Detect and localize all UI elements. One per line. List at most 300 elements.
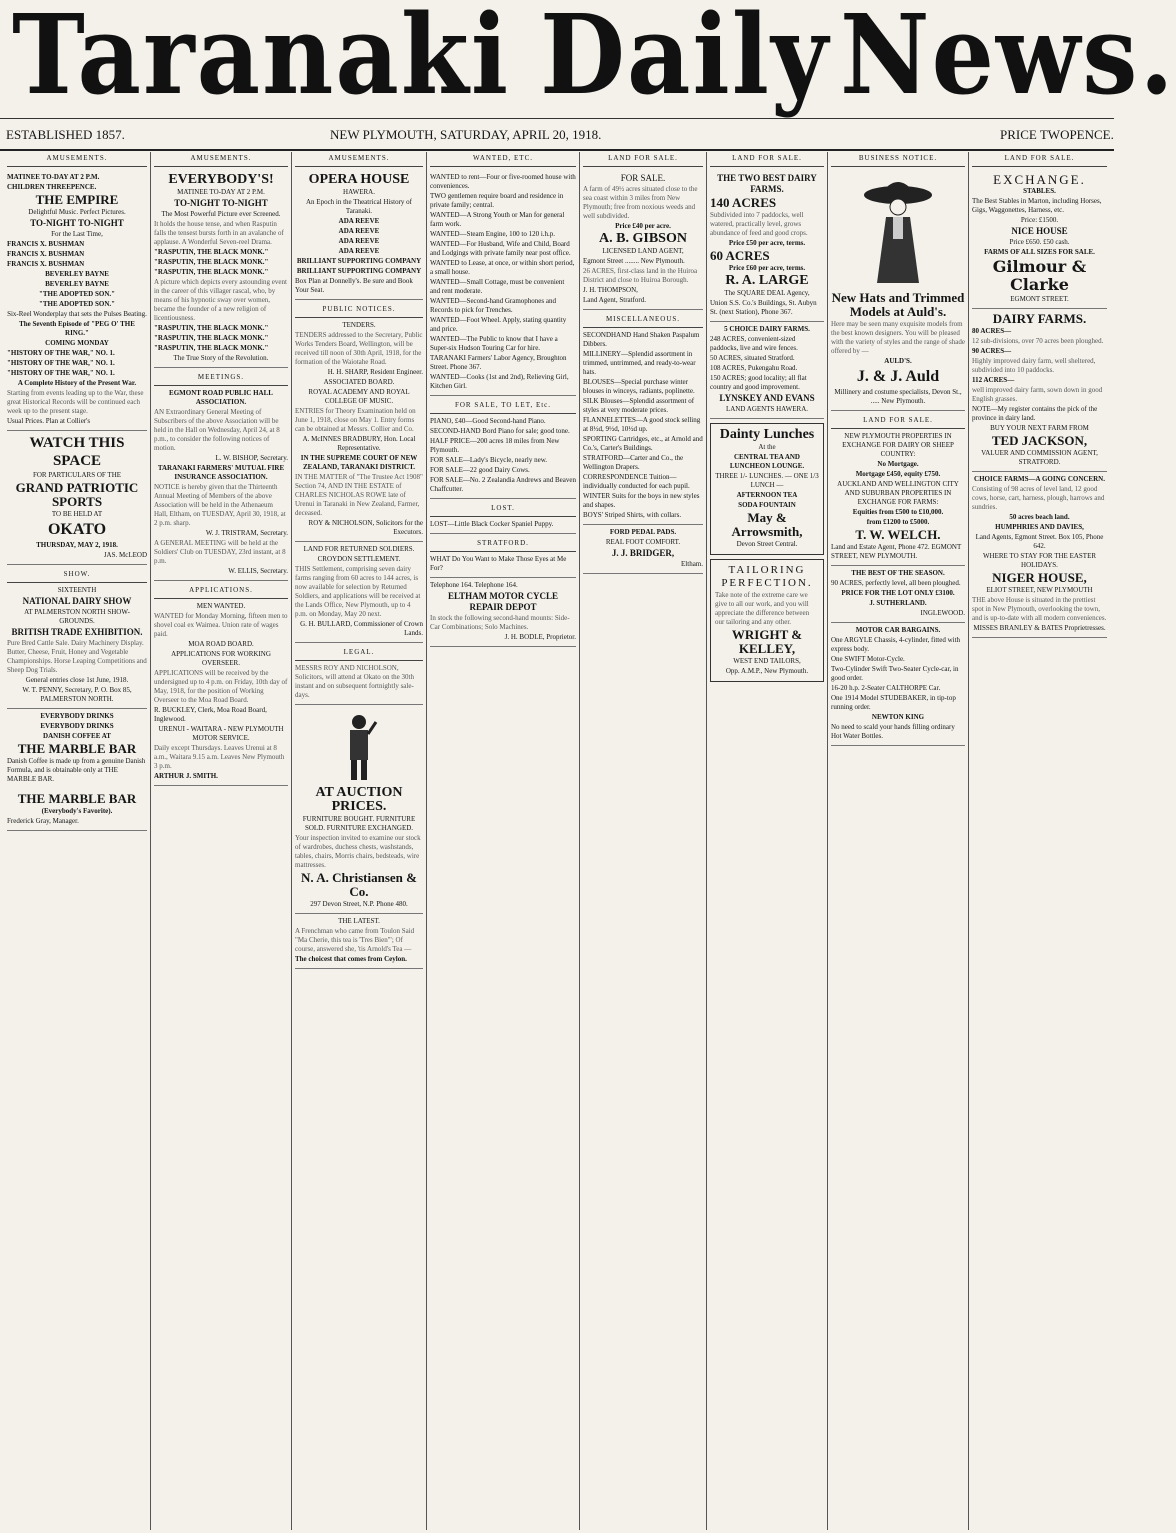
section-heading: LEGAL. <box>295 646 423 661</box>
ad-line: BRILLIANT SUPPORTING COMPANY <box>296 267 422 275</box>
ad-title: THE MARBLE BAR <box>17 741 137 756</box>
column-amusements-2 <box>150 152 291 1530</box>
column-business <box>827 152 968 1530</box>
listing: WANTED—Small Cottage, must be convenient and rent moderate. <box>430 278 565 295</box>
listing: 150 ACRES; good locality; all flat country and good improvement. <box>710 374 807 391</box>
ad-line: FRANCIS X. BUSHMAN <box>7 250 85 258</box>
listing: SILK Blouses—Splendid assortment of styles at very moderate prices. <box>583 397 695 414</box>
bridger-advert <box>583 525 703 574</box>
ad-title: 5 CHOICE DAIRY FARMS. <box>724 325 810 333</box>
columns <box>4 152 1110 1530</box>
ad-line: STABLES. <box>1023 187 1056 195</box>
ad-title: 60 ACRES <box>710 248 770 263</box>
dairy-show-advert <box>7 565 147 709</box>
ad-line: The Seventh Episode of "PEG O' THE RING." <box>19 320 135 337</box>
ad-line: Mortgage £450, equity £750. <box>855 470 941 478</box>
notice-title: IN THE SUPREME COURT OF NEW ZEALAND, TARANAKI DISTRICT. <box>300 454 418 471</box>
ad-line: At the <box>758 443 776 451</box>
ad-body: THE above House is situated in the prettiest spot in New Plymouth, overlooking the town, and is up-to-date with all modern conveniences. <box>972 596 1107 622</box>
ted-jackson-advert <box>972 309 1107 472</box>
ad-title: J. SUTHERLAND. <box>869 599 927 607</box>
ad-line: The choicest that comes from Ceylon. <box>295 955 407 963</box>
ad-title: THE BEST OF THE SEASON. <box>851 569 945 577</box>
notice-body: MESSRS ROY AND NICHOLSON, Solicitors, will attend at Okato on the 30th instant and on subsequent fortnightly sale-days. <box>295 664 414 699</box>
ad-line: 90 ACRES— <box>972 347 1012 355</box>
ad-line: DANISH COFFEE AT <box>43 732 111 740</box>
ad-title: EXCHANGE. <box>993 172 1086 187</box>
listing: 16-20 h.p. 2-Seater CALTHORPE Car. <box>831 684 941 692</box>
ad-line: NOTE—My register contains the pick of the province in dairy land. <box>972 405 1098 422</box>
ad-line: WHERE TO STAY FOR THE EASTER HOLIDAYS. <box>982 552 1097 569</box>
auctioneer-illustration <box>340 712 378 782</box>
established-line: ESTABLISHED 1857. <box>6 127 125 142</box>
ad-body: A picture which depicts every astounding event in the career of this villager rascal, who, by means of his hypnotic sway over women, became the founder of a new religion of licentiousness. <box>154 278 287 322</box>
ad-body: Starting from events leading up to the War, these great Historical Records will be continued each week up to the present stage. <box>7 389 144 415</box>
ad-line: SODA FOUNTAIN <box>738 501 796 509</box>
ad-body: A farm of 49½ acres situated close to the sea coast within 3 miles from New Plymouth; free from noxious weeds and well subdivided. <box>583 185 698 220</box>
listing: Two-Cylinder Swift Two-Seater Cycle-car, in good order. <box>831 665 959 682</box>
section-heading: LAND FOR SALE. <box>831 414 965 429</box>
stratford-section <box>430 534 576 578</box>
listing: WANTED—Steam Engine, 100 to 120 i.h.p. <box>430 230 556 238</box>
lady-in-hat-illustration <box>853 177 943 287</box>
auld-millinery-advert <box>831 170 965 411</box>
listing: WANTED—A Strong Youth or Man for general farm work. <box>430 211 565 228</box>
ad-title: May & Arrowsmith, <box>731 510 803 539</box>
notice-title: ROYAL ACADEMY AND ROYAL COLLEGE OF MUSIC. <box>308 388 410 405</box>
ad-line: BEVERLEY BAYNE <box>45 270 109 278</box>
ad-title: THE LATEST. <box>338 917 380 925</box>
section-heading: SHOW. <box>7 568 147 583</box>
ad-line: HAWERA. <box>343 188 375 196</box>
listing: WANTED—For Husband, Wife and Child, Board and Lodgings with private family near post office. <box>430 240 571 257</box>
column-land-3 <box>968 152 1110 1530</box>
notice-signature: A. McINNES BRADBURY, Hon. Local Representative. <box>302 435 416 452</box>
ad-line: BEVERLEY BAYNE <box>45 280 109 288</box>
listing: WANTED to rent—Four or five-roomed house with conveniences. <box>430 173 576 190</box>
ad-line: "RASPUTIN, THE BLACK MONK." <box>154 258 269 266</box>
ad-line: The Most Powerful Picture ever Screened. <box>161 210 281 218</box>
ad-title: T. W. WELCH. <box>855 527 941 542</box>
notice-signature: W. ELLIS, Secretary. <box>228 567 288 575</box>
ad-line: "RASPUTIN, THE BLACK MONK." <box>154 344 269 352</box>
listing: SPORTING Cartridges, etc., at Arnold and Co.'s, Carter's Buildings. <box>583 435 703 452</box>
masthead <box>0 0 1176 120</box>
listing: 108 ACRES, Pukengahu Road. <box>710 364 798 372</box>
notice-body: A GENERAL MEETING will be held at the Soldiers' Club on TUESDAY, 23rd instant, at 8 p.m. <box>154 539 286 565</box>
ad-line: Devon Street Central. <box>736 540 798 548</box>
ad-title: Gilmour & Clarke <box>992 257 1087 294</box>
ad-body: It holds the house tense, and when Rasputin falls the tensest bursts forth in an avalanche of applause. A Wonderful Seven-reel Drama. <box>154 220 284 246</box>
notice-signature: H. H. SHARP, Resident Engineer. <box>327 368 423 376</box>
listing: SECONDHAND Hand Shaken Paspalum Dibbers. <box>583 331 700 348</box>
okato-sports-advert <box>7 431 147 565</box>
ad-title: MOTOR CAR BARGAINS. <box>855 626 941 634</box>
ad-line: FOR PARTICULARS OF THE <box>32 471 122 479</box>
listing: FOR SALE—Lady's Bicycle, nearly new. <box>430 456 548 464</box>
listing: WINTER Suits for the boys in new styles and shapes. <box>583 492 700 509</box>
notice-body: ENTRIES for Theory Examination held on June 1, 1918, close on May 1. Entry forms can be obtained at Messrs. Collier and Co. <box>295 407 416 433</box>
section-heading: AMUSEMENTS. <box>7 152 147 167</box>
ad-line: Price £650. £50 cash. <box>1009 238 1070 246</box>
ad-title: NATIONAL DAIRY SHOW <box>22 596 132 606</box>
listing: FOR SALE—22 good Dairy Cows. <box>430 466 530 474</box>
listing: WANTED—Second-hand Gramophones and Records to pick for Trenches. <box>430 297 556 314</box>
ad-title: A. B. GIBSON <box>599 231 687 246</box>
humphries-davies-advert <box>972 472 1107 638</box>
ad-title: FOR SALE. <box>620 173 666 183</box>
ad-line: The SQUARE DEAL Agency, <box>724 289 810 297</box>
ad-line: General entries close 1st June, 1918. <box>25 676 129 684</box>
ad-line: For the Last Time, <box>51 230 103 238</box>
listing: WANTED—Foot Wheel. Apply, stating quantity and price. <box>430 316 567 333</box>
section-heading: BUSINESS NOTICE. <box>831 152 965 167</box>
ad-line: 50 acres beach land. <box>1009 513 1070 521</box>
notice-signature: ARTHUR J. SMITH. <box>154 772 218 780</box>
masthead-word-taranaki: Taranaki <box>12 0 511 120</box>
ad-title: FORD PEDAL PADS. <box>609 528 677 536</box>
ad-line: WEST END TAILORS, <box>733 657 801 665</box>
ad-line: FURNITURE BOUGHT. FURNITURE SOLD. FURNITURE EXCHANGED. <box>302 815 416 832</box>
place-date: NEW PLYMOUTH, SATURDAY, APRIL 20, 1918. <box>330 127 602 142</box>
listing: No need to scald your hands filling ordinary Hot Water Bottles. <box>831 723 955 740</box>
ad-line: 80 ACRES— <box>972 327 1012 335</box>
ad-line: EVERYBODY DRINKS <box>40 722 114 730</box>
ad-line: "HISTORY OF THE WAR," NO. 1. <box>7 359 115 367</box>
column-land-2 <box>706 152 827 1530</box>
ad-line: 112 ACRES— <box>972 376 1015 384</box>
listing: FLANNELETTES—A good stock selling at 8½d, 9½d, 10½d up. <box>583 416 701 433</box>
marble-bar-advert <box>7 709 147 831</box>
listing: HALF PRICE—200 acres 18 miles from New Plymouth. <box>430 437 560 454</box>
listing: 90 ACRES, perfectly level, all been ploughed. <box>831 579 961 587</box>
motor-car-advert <box>831 623 965 746</box>
notice-title: CROYDON SETTLEMENT. <box>317 555 401 563</box>
ad-line: ADA REEVE <box>338 237 380 245</box>
ad-signature: NEWTON KING <box>871 713 925 721</box>
listing: WANTED—Cooks (1st and 2nd), Relieving Girl, Kitchen Girl. <box>430 373 569 390</box>
listing: 50 ACRES, situated Stratford. <box>710 354 795 362</box>
ad-title: TED JACKSON, <box>991 433 1088 448</box>
ad-title: ELTHAM MOTOR CYCLE REPAIR DEPOT <box>447 591 559 612</box>
ad-title: TAILORING PERFECTION. <box>721 564 813 589</box>
ad-line: TO-NIGHT TO-NIGHT <box>174 198 268 208</box>
column-amusements-3 <box>291 152 426 1530</box>
listing: CORRESPONDENCE Tuition—individually conducted for each pupil. <box>583 473 690 490</box>
opera-house-advert <box>295 170 423 300</box>
notice-title: LAND FOR RETURNED SOLDIERS. <box>303 545 415 553</box>
for-sale-listings <box>430 396 576 499</box>
ad-title: R. A. LARGE <box>725 273 809 288</box>
section-heading: LAND FOR SALE. <box>583 152 703 167</box>
ad-line: Price: £1500. <box>1020 216 1059 224</box>
legal-section <box>295 643 423 705</box>
meetings-section <box>154 368 288 581</box>
listing: WANTED to Lease, at once, or within short period, a small house. <box>430 259 575 276</box>
listing: One 1914 Model STUDEBAKER, in tip-top running order. <box>831 694 956 711</box>
ad-line: THREE 1/- LUNCHES. — ONE 1/3 LUNCH — <box>715 472 819 489</box>
notice-title: EGMONT ROAD PUBLIC HALL ASSOCIATION. <box>169 389 273 406</box>
ad-line: AULD'S. <box>884 357 912 365</box>
masthead-word-daily: Daily <box>540 0 830 120</box>
ad-line: CENTRAL TEA AND LUNCHEON LOUNGE. <box>729 453 805 470</box>
ad-line: TO-NIGHT TO-NIGHT <box>30 218 124 228</box>
ad-line: NEW PLYMOUTH PROPERTIES IN EXCHANGE FOR DAIRY OR SHEEP COUNTRY: <box>842 432 954 458</box>
notice-signature: ROY & NICHOLSON, Solicitors for the Executors. <box>308 519 423 536</box>
notice-signature: W. J. TRISTRAM, Secretary. <box>205 529 288 537</box>
dainty-lunches-advert <box>710 423 824 555</box>
ad-line: "RASPUTIN, THE BLACK MONK." <box>154 324 269 332</box>
ad-line: COMING MONDAY <box>45 339 109 347</box>
ad-signature: W. T. PENNY, Secretary, P. O. Box 85, PALMERSTON NORTH. <box>22 686 132 703</box>
ad-line: AT PALMERSTON NORTH SHOW-GROUNDS. <box>24 608 130 625</box>
ad-line: (Everybody's Favorite). <box>41 807 113 815</box>
sutherland-advert <box>831 566 965 623</box>
ad-line: "RASPUTIN, THE BLACK MONK." <box>154 268 269 276</box>
section-heading: LOST. <box>430 502 576 517</box>
listing: BLOUSES—Special purchase winter blouses in winceys, radiants, poplinette. <box>583 378 695 395</box>
miscellaneous-section <box>583 310 703 525</box>
notice-title: URENUI - WAITARA - NEW PLYMOUTH MOTOR SERVICE. <box>158 725 284 742</box>
ad-line: EVERYBODY DRINKS <box>40 712 114 720</box>
ad-title: DAIRY FARMS. <box>992 311 1087 326</box>
ad-title: HUMPHRIES AND DAVIES, <box>995 523 1084 531</box>
dateline <box>0 118 1114 151</box>
ad-line: ADA REEVE <box>338 227 380 235</box>
ad-line: Box Plan at Donnelly's. Be sure and Book Your Seat. <box>295 277 413 294</box>
ad-line: Egmont Street ........ New Plymouth. <box>583 257 685 265</box>
ad-line: Millinery and costume specialists, Devon St., ..... New Plymouth. <box>834 388 962 405</box>
ad-body: Consisting of 98 acres of level land, 12 good cows, horse, cart, harness, plough, harrows and sundries. <box>972 485 1105 511</box>
ad-line: 297 Devon Street, N.P. Phone 480. <box>310 900 408 908</box>
wanted-listings <box>430 170 576 396</box>
ad-line: A Complete History of the Present War. <box>17 379 137 387</box>
ad-body: Your inspection invited to examine our stock of wardrobes, duchess chests, washstands, tables, chairs, Morris chairs, bedsteads, wire mattresses. <box>295 834 421 869</box>
croydon-settlement-notice <box>295 542 423 643</box>
ad-body: A Frenchman who came from Toulon Said "Ma Cherie, this tea is 'Tres Bien'"; Of course, answered she, 'tis Arnold's Tea — <box>295 927 415 953</box>
ad-signature: MISSES BRANLEY & BATES Proprietresses. <box>973 624 1106 632</box>
welch-land-advert <box>831 411 965 566</box>
ad-line: Eltham. <box>681 560 703 568</box>
ad-line: "HISTORY OF THE WAR," NO. 1. <box>7 349 115 357</box>
ad-body: Take note of the extreme care we give to all our work, and you will appreciate the difference between our tailoring and any other. <box>715 591 810 626</box>
ad-line: Opp. A.M.P., New Plymouth. <box>725 667 809 675</box>
listing: BOYS' Striped Shirts, with collars. <box>583 511 682 519</box>
listing: MILLINERY—Splendid assortment in trimmed, untrimmed, and ready-to-wear hats. <box>583 350 696 376</box>
ad-title: 140 ACRES <box>710 195 777 210</box>
price-line: PRICE TWOPENCE. <box>1000 127 1114 142</box>
ad-title: OKATO <box>47 521 107 538</box>
ad-line: LICENSED LAND AGENT, <box>602 247 684 255</box>
ad-title: WATCH THIS SPACE <box>29 435 125 469</box>
section-heading: AMUSEMENTS. <box>154 152 288 167</box>
ad-line: Delightful Music. Perfect Pictures. <box>28 208 126 216</box>
ad-line: TO BE HELD AT <box>51 510 103 518</box>
notice-signature: L. W. BISHOP, Secretary. <box>215 454 288 462</box>
ad-line: "RASPUTIN, THE BLACK MONK." <box>154 334 269 342</box>
notice-title: MOA ROAD BOARD. <box>188 640 254 648</box>
gibson-advert <box>583 170 703 310</box>
ad-title: THE TWO BEST DAIRY FARMS. <box>717 173 817 194</box>
section-heading: LAND FOR SALE. <box>972 152 1107 167</box>
ad-line: Price £50 per acre, terms. <box>728 239 806 247</box>
ad-signature: J. H. BODLE, Proprietor. <box>504 633 576 641</box>
notice-body: APPLICATIONS will be received by the undersigned up to 4 p.m. on Friday, 10th day of May, 1918, for the position of Working Overseer to the Moa Road Board. <box>154 669 288 704</box>
ad-line: EGMONT STREET. <box>1010 295 1069 303</box>
listing: TWO gentlemen require board and residence in private family; central. <box>430 192 564 209</box>
notice-title: TARANAKI FARMERS' MUTUAL FIRE INSURANCE ASSOCIATION. <box>157 464 285 481</box>
notice-title: APPLICATIONS FOR WORKING OVERSEER. <box>171 650 271 667</box>
ad-line: Telephone 164. Telephone 164. <box>430 581 518 589</box>
ad-line: Equities from £500 to £10,000. <box>852 508 944 516</box>
ad-line: Price £40 per acre. <box>615 222 671 230</box>
lost-section <box>430 499 576 534</box>
lynskey-evans-advert <box>710 322 824 419</box>
section-heading: FOR SALE, TO LET, Etc. <box>430 399 576 414</box>
ad-title: THE MARBLE BAR <box>17 791 137 806</box>
notice-body: IN THE MATTER of "The Trustee Act 1908" Section 74, AND IN THE ESTATE of CHARLES NICHOLAS ROWE late of Urenui in Taranaki in New Zealand, Farmer, deceased. <box>295 473 423 517</box>
ad-line: Usual Prices. Plan at Collier's <box>7 417 91 425</box>
public-notices <box>295 300 423 542</box>
notice-title: ASSOCIATED BOARD. <box>323 378 395 386</box>
ad-line: BUY YOUR NEXT FARM FROM <box>990 424 1089 432</box>
notice-body: TENDERS addressed to the Secretary, Public Works Tenders Board, Wellington, will be received till noon of 30th April, 1918, for the formation of the Waiotahe Road. <box>295 331 423 366</box>
section-heading: STRATFORD. <box>430 537 576 552</box>
section-heading: WANTED, ETC. <box>430 152 576 167</box>
ad-line: ADA REEVE <box>338 247 380 255</box>
ad-line: MATINEE TO-DAY AT 2 P.M. <box>7 173 100 181</box>
listing: PIANO, £40—Good Second-hand Piano. <box>430 417 546 425</box>
ad-signature: J. H. THOMPSON, <box>583 286 638 294</box>
notice-title: MEN WANTED. <box>196 602 246 610</box>
notice-body: AN Extraordinary General Meeting of Subscribers of the above Association will be held in the Hall on Wednesday, April 24, at 8 p.m., to consider the following notices of motion. <box>154 408 280 452</box>
ad-line: FRANCIS X. BUSHMAN <box>7 260 85 268</box>
ad-title: THE EMPIRE <box>35 192 119 207</box>
ad-body: In stock the following second-hand mounts: Side-Car Combinations; Solo Machines. <box>430 614 570 631</box>
ad-body: Pure Bred Cattle Sale. Dairy Machinery Display. Butter, Cheese, Fruit, Honey and Vegetable Championships. Horse Leaping Competitions and Sheep Dog Trials. <box>7 639 147 674</box>
ad-line: "HISTORY OF THE WAR," NO. 1. <box>7 369 115 377</box>
listing: STRATFORD—Carter and Co., the Wellington Drapers. <box>583 454 684 471</box>
notice-body: WANTED for Monday Morning, fifteen men to shovel coal ex Waimea. Union rate of wages paid. <box>154 612 288 638</box>
ad-body: Danish Coffee is made up from a genuine Danish Formula, and is obtainable only at THE MARBLE BAR. <box>7 757 146 783</box>
ad-signature: JAS. McLEOD <box>103 551 147 559</box>
listing: One ARGYLE Chassis, 4-cylinder, fitted with express body. <box>831 636 961 653</box>
gilmour-clarke-advert <box>972 170 1107 309</box>
ad-line: "THE ADOPTED SON." <box>38 290 116 298</box>
christiansen-advert <box>295 705 423 914</box>
ad-title: N. A. Christiansen & Co. <box>301 870 417 899</box>
tailoring-advert <box>710 559 824 682</box>
section-heading: LAND FOR SALE. <box>710 152 824 167</box>
listing: WANTED—The Public to know that I have a Super-six Hudson Touring Car for hire. <box>430 335 558 352</box>
notice-body: THIS Settlement, comprising seven dairy farms ranging from 60 acres to 144 acres, is now available for selection by Returned Soldiers, and applications will be received at the Lands Office, New Plymouth, up to 4 p.m. on Monday, May 20 next. <box>295 565 421 618</box>
listing: TARANAKI Farmers' Labor Agency, Broughton Street. Phone 367. <box>430 354 567 371</box>
ad-body: Subdivided into 7 paddocks, well watered, practically level, grows abundance of feed and good crops. <box>710 211 808 237</box>
ad-line: PRICE FOR THE LOT ONLY £3100. <box>841 589 955 597</box>
section-heading: APPLICATIONS. <box>154 584 288 599</box>
ad-line: Land Agents, Egmont Street. Box 105, Phone 642. <box>975 533 1104 550</box>
notice-signature: R. BUCKLEY, Clerk, Moa Road Board, Inglewood. <box>154 706 267 723</box>
ad-line: CHILDREN THREEPENCE. <box>7 183 97 191</box>
ad-body: Here may be seen many exquisite models from the best known designers. You will be pleased with the variety of styles and the range of shade offered by — <box>831 320 965 355</box>
notice-body: Daily except Thursdays. Leaves Urenui at 8 a.m., Waitara 9.15 a.m. Leaves New Plymouth 3 p.m. <box>154 744 285 770</box>
the-latest-advert <box>295 914 423 969</box>
ad-line: SIXTEENTH <box>57 586 97 594</box>
ad-line: FARMS OF ALL SIZES FOR SALE. <box>984 248 1095 256</box>
ad-line: Six-Reel Wonderplay that sets the Pulses Beating. <box>7 310 147 318</box>
section-heading: AMUSEMENTS. <box>295 152 423 167</box>
empire-advert <box>7 170 147 431</box>
notice-signature: G. H. BULLARD, Commissioner of Crown Lands. <box>300 620 423 637</box>
notice-title: TENDERS. <box>342 321 376 329</box>
ad-title: OPERA HOUSE <box>308 172 410 187</box>
ad-title: LYNSKEY AND EVANS <box>719 393 815 403</box>
column-wanted <box>426 152 579 1530</box>
ad-title: Dainty Lunches <box>719 427 815 442</box>
listing: FOR SALE—No. 2 Zealandia Andrews and Beaven Chaffcutter. <box>430 476 576 493</box>
ad-line: AFTERNOON TEA <box>736 491 798 499</box>
listing: LOST—Little Black Cocker Spaniel Puppy. <box>430 520 554 528</box>
listing: WHAT Do You Want to Make Those Eyes at Me For? <box>430 555 567 572</box>
large-agency-advert <box>710 170 824 322</box>
ad-title: NICE HOUSE <box>1011 226 1068 236</box>
ad-line: Land and Estate Agent, Phone 472. EGMONT STREET, NEW PLYMOUTH. <box>831 543 962 560</box>
notice-body: NOTICE is hereby given that the Thirteenth Annual Meeting of Members of the above Association will be held in the Athenaeum Hall, Eltham, on TUESDAY, April 30, 1918, at 2 p.m. sharp. <box>154 483 286 527</box>
ad-title: J. J. BRIDGER, <box>611 548 675 558</box>
column-land-1 <box>579 152 706 1530</box>
ad-signature: Land Agent, Stratford. <box>583 296 646 304</box>
ad-line: The True Story of the Revolution. <box>173 354 269 362</box>
ad-body: Highly improved dairy farm, well sheltered, subdivided into 10 paddocks. <box>972 357 1096 374</box>
applications-section <box>154 581 288 786</box>
everybodys-advert <box>154 170 288 368</box>
ad-title: New Hats and Trimmed Models at Auld's. <box>831 290 965 319</box>
ad-line: No Mortgage. <box>877 460 919 468</box>
ad-title: GRAND PATRIOTIC SPORTS <box>15 480 139 509</box>
listing: SECOND-HAND Bord Piano for sale; good tone. <box>430 427 570 435</box>
listing: 248 ACRES, convenient-sized paddocks, live and wire fences. <box>710 335 798 352</box>
ad-line: FRANCIS X. BUSHMAN <box>7 240 85 248</box>
section-heading: PUBLIC NOTICES. <box>295 303 423 318</box>
ad-title: J. & J. Auld <box>856 368 940 385</box>
ad-signature: Frederick Gray, Manager. <box>7 817 79 825</box>
ad-line: BRILLIANT SUPPORTING COMPANY <box>296 257 422 265</box>
ad-body: 12 sub-divisions, over 70 acres been ploughed. <box>972 337 1104 345</box>
column-amusements-1 <box>4 152 150 1530</box>
ad-title: BRITISH TRADE EXHIBITION. <box>11 627 143 637</box>
ad-line: "THE ADOPTED SON." <box>38 300 116 308</box>
ad-title: NIGER HOUSE, <box>992 570 1087 585</box>
ad-line: from £1200 to £5000. <box>866 518 930 526</box>
section-heading: MISCELLANEOUS. <box>583 313 703 328</box>
ad-line: VALUER AND COMMISSION AGENT, STRATFORD. <box>981 449 1098 466</box>
ad-line: ADA REEVE <box>338 217 380 225</box>
ad-line: LAND AGENTS HAWERA. <box>725 405 809 413</box>
ad-line: INGLEWOOD. <box>920 609 965 617</box>
ad-line: The Best Stables in Marton, including Horses, Gigs, Waggonettes, Harness, etc. <box>972 197 1102 214</box>
ad-line: An Epoch in the Theatrical History of Taranaki. <box>305 198 412 215</box>
ad-title: CHOICE FARMS—A GOING CONCERN. <box>974 475 1105 483</box>
ad-line: Union S.S. Co.'s Buildings, St. Aubyn St. (next Station), Phone 367. <box>710 299 817 316</box>
ad-line: Price £60 per acre, terms. <box>728 264 806 272</box>
section-heading: MEETINGS. <box>154 371 288 386</box>
ad-body: 26 ACRES, first-class land in the Huiroa District and close to Huiroa Borough. <box>583 267 698 284</box>
ad-title: WRIGHT & KELLEY, <box>731 627 803 656</box>
eltham-motor-advert <box>430 578 576 647</box>
ad-body: well improved dairy farm, sown down in good English grasses. <box>972 386 1103 403</box>
masthead-word-news: News. <box>840 0 1176 120</box>
ad-line: MATINEE TO-DAY AT 2 P.M. <box>177 188 265 196</box>
